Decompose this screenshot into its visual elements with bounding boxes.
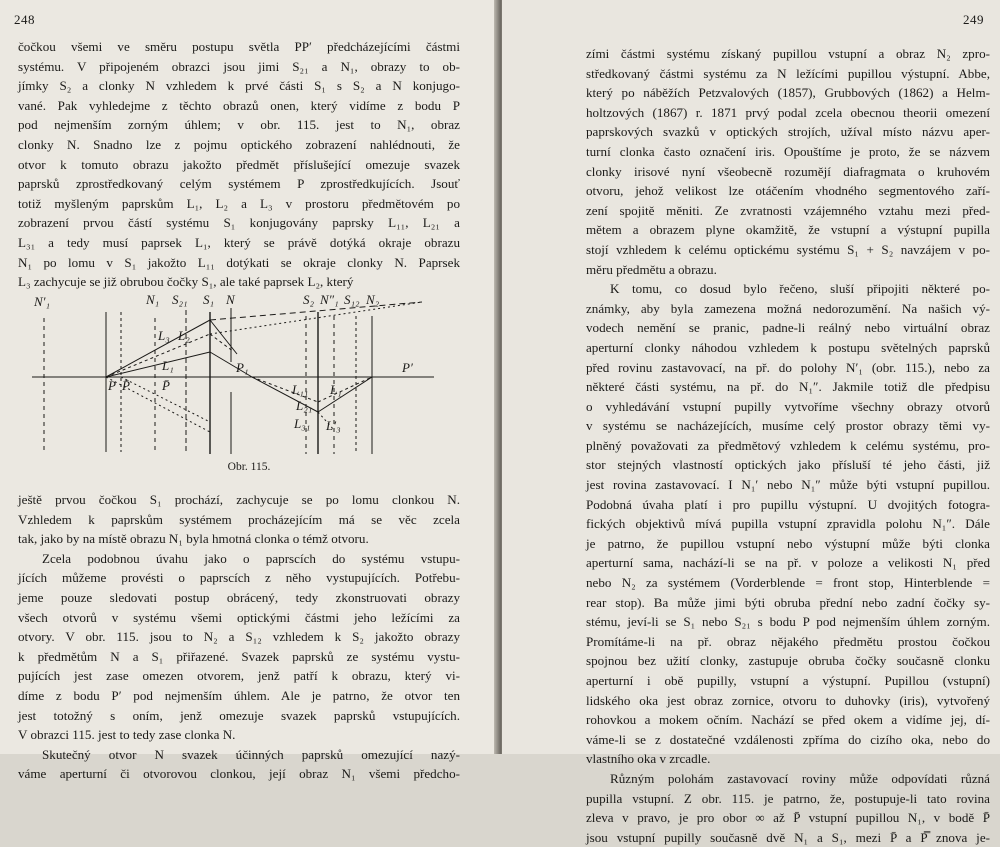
text-line: rohovkou a mokem očním. Nachází se před okem a vidíme jej, dí- bbox=[586, 712, 990, 728]
text-line: spojnou bez užití clonky, zastupuje obruba čočky současně clonku bbox=[586, 653, 990, 669]
text-line: jímky S₂ a clonky N vzhledem k prvé části S₁ s S₂ a N konjugo- bbox=[18, 78, 460, 94]
text-line: mětem a obrazem plyne okamžitě, že vstupní a výstupní pupilla bbox=[586, 222, 990, 238]
label-s21: S₂₁ bbox=[172, 292, 188, 307]
body-text bbox=[586, 44, 990, 847]
text-line: zobrazení prvou částí systému S₁ konjugovány paprsky L₁₁, L₂₁ a bbox=[18, 215, 460, 231]
text-line: váme aperturní či otvorovou clonkou, její obraz N₁ všemi předcho- bbox=[18, 766, 460, 782]
label-l1: L₁ bbox=[162, 358, 174, 373]
label-s1: S₁ bbox=[203, 292, 215, 307]
text-line: vané. Pak vyhledejme z těchto obrazů onen, který vidíme z bodu P bbox=[18, 97, 460, 113]
page-number: 248 bbox=[14, 12, 35, 27]
text-line: clonky N. Snadno lze z pojmu optického zobrazení nahlédnouti, že bbox=[18, 136, 460, 152]
label-n1: N₁ bbox=[146, 292, 160, 307]
text-line: o vyhledávání vstupní pupilly vytvoříme všechny obrazy otvorů bbox=[586, 398, 990, 414]
text-line: čočkou všemi ve směru postupu světla PP′ předcházejícími částmi bbox=[18, 39, 460, 54]
text-line: fických objektivů mívá pupilla vstupní zpravidla polohu N₁″. Dále bbox=[586, 516, 990, 532]
text-line: nebo N₂ za systémem (Vorderblende = front stop, Hinterblende = bbox=[586, 575, 990, 591]
label-n1-double-prime: N″₁ bbox=[320, 292, 339, 307]
text-line: turní clonka často označení iris. Opouštíme je proto, že se názvem bbox=[586, 143, 990, 159]
text-line: vlastního oka v zrcadle. bbox=[586, 751, 711, 767]
label-p-bar-2: P̄ bbox=[162, 378, 170, 393]
text-line: aperturní sama, nachází-li se na př. v poloze a velikosti N₁ před bbox=[586, 555, 990, 571]
label-n: N bbox=[226, 292, 235, 307]
label-p-prime: P′ bbox=[402, 360, 413, 375]
text-line: jících můžeme provésti o paprscích z něho vystupujících. Potřebu- bbox=[18, 570, 460, 586]
text-line: plněný považovati za předmětový vzhledem k celému systému, pro- bbox=[586, 437, 990, 453]
label-p1: P₁ bbox=[236, 360, 249, 375]
text-line: Různým polohám zastavovací roviny může odpovídati různá bbox=[610, 770, 990, 786]
text-line: K tomu, co dosud bylo řečeno, sluší připojiti některé po- bbox=[610, 281, 990, 297]
label-s12: S₁₂ bbox=[344, 292, 360, 307]
text-line: váme-li se z dostatečné vzdálenosti zpříma do cizího oka, nebo do bbox=[586, 731, 990, 747]
text-line: Promítáme-li na př. obraz nějakého předmětu prostou čočkou bbox=[586, 633, 990, 649]
text-line: k předmětům N a S₁ přiřazené. Svazek paprsků ze systému vystu- bbox=[18, 648, 460, 664]
text-line: rear stop). Ba může jimi býti obruba přední nebo zadní čočky sy- bbox=[586, 594, 990, 610]
text-line: pod nejmenším zorným úhlem; v obr. 115. jest to N₁, obraz bbox=[18, 117, 460, 133]
text-line: některé části systému, na př. do N₁″. Jakmile totiž dle předpisu bbox=[586, 379, 990, 395]
text-line: Zcela podobnou úvahu jako o paprscích do systému vstupu- bbox=[42, 550, 460, 566]
text-line: lidského oka jest obraz zornice, otvoru to duhovky (iris), vytvořený bbox=[586, 692, 990, 708]
figure-caption: Obr. 115. bbox=[227, 461, 271, 473]
label-n1-prime: N′₁ bbox=[34, 294, 51, 309]
label-s2: S₂ bbox=[303, 292, 315, 307]
text-line: pupilla vstupní. Z obr. 115. je patrno, že, postupuje-li tato rovina bbox=[586, 790, 990, 806]
text-line: měru předmětu a obrazu. bbox=[586, 261, 717, 277]
label-l2: L₂ bbox=[178, 328, 190, 343]
text-line: aperturní i obě pupilly, vstupní a výstupní. Pupillou (vstupní) bbox=[586, 673, 990, 688]
body-text-top bbox=[18, 37, 460, 292]
text-line: holtzových (1867) r. 1871 prvý podal zcela obecnou theorii omezení bbox=[586, 104, 990, 120]
text-line: stojí vzhledem k celému optickému systému S₁ + S₂ navzájem v po- bbox=[586, 241, 990, 257]
label-l1-b: L₁ bbox=[330, 382, 342, 397]
left-page bbox=[0, 0, 498, 782]
text-line: stor stejných vlastností optických jako přísluší té jeho části, již bbox=[586, 457, 990, 473]
text-line: zleva v pravo, je pro obor ∞ až P̄ vstupní pupillou N₁, v bodě P̄ bbox=[586, 810, 990, 826]
text-line: otvor k tomuto obrazu jakožto předmět příslušející omezuje svazek bbox=[18, 156, 460, 172]
body-text-bottom bbox=[18, 490, 460, 784]
text-line: všech otvorů v systému všemi optickými částmi jeho ležícími za bbox=[18, 609, 460, 625]
text-line: paprsků zprostředkovaný celým systémem P zprostředkujících. Jsouť bbox=[18, 176, 460, 192]
text-line: totiž myšleným paprskům L₁, L₂ a L₃ v prostoru předmětovém po bbox=[18, 195, 460, 211]
text-line: otvory. V obr. 115. jsou to N₂ a S₁₂ vzhledem k S₂ jakožto obrazy bbox=[18, 629, 460, 645]
text-line: paprskových svazků v optických strojích, užíval místo názvu aper- bbox=[586, 124, 990, 140]
text-line: známky, aby byla zamezena možná nedorozumění. Na našich vý- bbox=[586, 300, 990, 316]
label-p-bar: P̄ bbox=[122, 378, 130, 393]
label-l31: L₃₁ bbox=[294, 416, 311, 431]
text-line: L₃ zachycuje se již obrubou čočky S₁, ale také paprsek L₂, který bbox=[18, 274, 354, 290]
label-l21: L₂₁ bbox=[296, 398, 313, 413]
label-l3-b: L′₃ bbox=[326, 418, 341, 433]
text-line: jest rovina zastavovací. I N₁′ nebo N₁″ může býti vstupní pupillou. bbox=[586, 477, 990, 493]
text-line: jest totožný s oním, jenž omezuje svazek paprsků vstupujících. bbox=[18, 707, 460, 723]
text-line: před rovinu zastavovací, na př. do polohy N′₁ (obr. 115.), nebo za bbox=[586, 359, 990, 375]
text-line: Vzhledem k paprskům systémem procházejícím má se věc zcela bbox=[18, 511, 460, 527]
text-line: jsou vstupní pupilly současně dvě N₁ a S₁, mezi P̄ a P̿ znova je- bbox=[586, 829, 990, 845]
text-line: vodech nemění se pranic, padne-li reálný nebo virtuální obraz bbox=[586, 320, 990, 336]
text-line: clonky irisové nyní všeobecně rozumějí diafragmata o kruhovém bbox=[586, 163, 990, 179]
text-line: který po náběžích Petzvalových (1857), Grubbových (1862) a Helm- bbox=[586, 85, 990, 101]
label-l3: L₃ bbox=[158, 328, 170, 343]
text-line: ještě prvou čočkou S₁ prochází, zachycuje se po lomu clonkou N. bbox=[18, 492, 460, 507]
label-n2: N₂ bbox=[366, 292, 380, 307]
text-line: Skutečný otvor N svazek účinných paprsků omezující nazý- bbox=[42, 746, 460, 762]
right-page bbox=[502, 0, 1000, 845]
text-line: jeme pouze sledovati postup obrácený, tedy zkonstruovati obrazy bbox=[18, 589, 460, 605]
text-line: L₃₁ a tedy musí paprsek L₁, který se právě dotýká okraje obrazu bbox=[18, 234, 460, 250]
text-line: stému, jeví-li se S₁ nebo S₂₁ s bodu P pod nejmenším úhlem zorným. bbox=[586, 614, 990, 630]
page-number: 249 bbox=[963, 12, 984, 27]
text-line: zení spojitě měniti. Ze zvratnosti vzájemného vztahu mezi před- bbox=[586, 202, 990, 218]
text-line: aperturní clonky náhodou vzhledem k postupu světelných paprsků bbox=[586, 339, 990, 355]
text-line: pujících jest zase omezen otvorem, jenž patří k obrazu, který vi- bbox=[18, 668, 460, 684]
text-line: Podobná úvaha platí i pro pupillu výstupní. U dvojitých fotogra- bbox=[586, 496, 990, 512]
text-line: V obrazci 115. jest to tedy zase clonka N. bbox=[18, 727, 236, 743]
text-line: systému. V připojeném obrazci jsou jimi S₂₁ a N₁, obrazy to ob- bbox=[18, 58, 460, 74]
text-line: otvoru, jehož velikost lze otáčením vhodného segmentového zaří- bbox=[586, 183, 990, 199]
figure-115 bbox=[22, 282, 458, 458]
text-line: zími částmi systému získaný pupillou vstupní a obraz N₂ zpro- bbox=[586, 46, 990, 61]
label-p: P bbox=[108, 378, 116, 393]
text-line: tak, jako by na místě obrazu N₁ byla hmotná clonka o témž otvoru. bbox=[18, 531, 369, 547]
text-line: N₁ po lomu v S₁ jakožto L₁₁ dotýkati se okraje clonky N. Paprsek bbox=[18, 254, 460, 270]
text-line: díme z bodu P′ pod nejmenším úhlem. Ale je patrno, že otvor ten bbox=[18, 687, 460, 703]
text-line: je patrno, že pupillou vstupní nebo výstupní může býti clonka bbox=[586, 535, 990, 551]
text-line: v systému se nacházejících, musíme celý prostor obrazy těmi vy- bbox=[586, 418, 990, 434]
text-line: středkovaný částmi systému za N ležícími pupillou výstupní. Abbe, bbox=[586, 65, 990, 81]
label-l11: L₁₁ bbox=[292, 382, 309, 397]
